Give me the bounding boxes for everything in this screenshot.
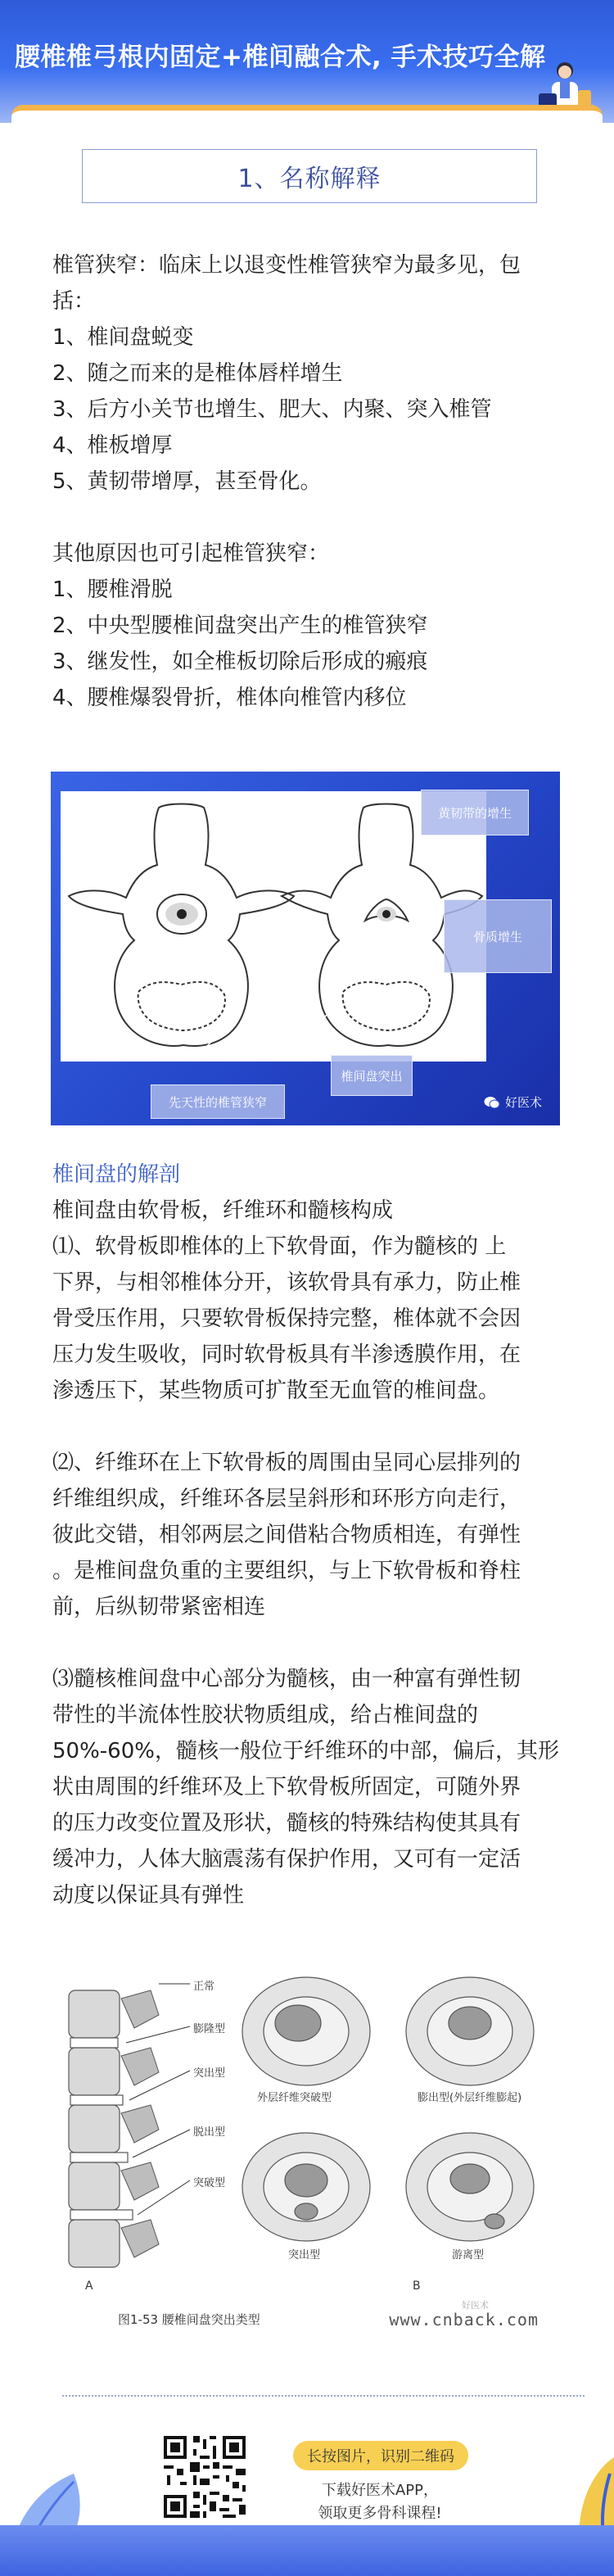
disc-composition: 椎间盘由软骨板，纤维环和髓核构成 (52, 1198, 394, 1223)
stenosis-figure (51, 772, 560, 1125)
figure2-small-watermark: 好医术 (462, 2300, 489, 2311)
other-cause-item: 4、腰椎爆裂骨折，椎体向椎管内移位 (52, 686, 407, 710)
disc-p2-line: 彼此交错，相邻两层之间借粘合物质相连，有弹性 (52, 1523, 521, 1547)
disc-p2-line: ⑵、纤维环在上下软骨板的周围由呈同心层排列的 (52, 1451, 521, 1475)
qr-code-icon[interactable] (160, 2433, 249, 2521)
page-title: 腰椎椎弓根内固定+椎间融合术, 手术技巧全解 (15, 43, 546, 72)
section-title-box (82, 149, 537, 203)
disc-heading: 椎间盘的解剖 (52, 1162, 181, 1187)
download-app-text: 下载好医术APP， (321, 2482, 439, 2499)
label-extrusion: 脱出型 (193, 2126, 226, 2139)
disc-p2-line: 前，后纵韧带紧密相连 (52, 1595, 266, 1619)
label-disc-herniation: 椎间盘突出 (331, 1055, 413, 1096)
label-ligament-hyperplasia: 黄韧带的增生 (421, 790, 529, 835)
disc-p3-line: 50%-60%，髓核一般位于纤维环的中部，偏后，其形 (52, 1739, 559, 1763)
label-bulging: 膨隆型 (193, 2023, 226, 2035)
label-protrusion-type: 突出型 (288, 2249, 321, 2261)
label-normal: 正常 (193, 1981, 215, 1993)
figure1-watermark-text: 好医术 (504, 1095, 542, 1110)
stenosis-intro-line1: 椎管狭窄：临床上以退变性椎管狭窄为最多见，包 (52, 253, 521, 278)
disc-p3-line: ⑶髓核椎间盘中心部分为髓核，由一种富有弹性韧 (52, 1667, 521, 1691)
scan-qr-pill: 长按图片，识别二维码 (293, 2441, 468, 2470)
label-free-type: 游离型 (452, 2249, 485, 2261)
label-congenital-stenosis: 先天性的椎管狭窄 (151, 1084, 285, 1119)
disc-p3-line: 带性的半流体性胶状物质组成，给占椎间盘的 (52, 1703, 479, 1727)
figure2-caption: 图1-53 腰椎间盘突出类型 (118, 2312, 260, 2327)
footer (0, 2408, 614, 2576)
other-cause-item: 3、继发性，如全椎板切除后形成的瘢痕 (52, 650, 428, 674)
footer-band (0, 2525, 614, 2576)
figure2-watermark: www.cnback.com (389, 2310, 539, 2329)
figure1-watermark (484, 1093, 542, 1111)
disc-p1-line: ⑴、软骨板即椎体的上下软骨面，作为髓核的 上 (52, 1234, 507, 1259)
label-outer-fiber-break: 外层纤维突破型 (257, 2092, 332, 2104)
disc-p3-line: 状由周围的纤维环及上下软骨板所固定，可随外界 (52, 1775, 521, 1800)
disc-p2-line: 。是椎间盘负重的主要组织，与上下软骨板和脊柱 (52, 1559, 521, 1583)
disc-p3-line: 的压力改变位置及形状，髓核的特殊结构使其具有 (52, 1811, 521, 1836)
stenosis-intro-line2: 括： (52, 289, 96, 314)
figure2-letter-b: B (413, 2279, 421, 2293)
stenosis-item: 3、后方小关节也增生、肥大、内聚、突入椎管 (52, 397, 492, 422)
other-causes-intro: 其他原因也可引起椎管狭窄： (52, 541, 330, 566)
disc-p1-line: 骨受压作用，只要软骨板保持完整，椎体就不会因 (52, 1306, 521, 1331)
dotted-divider (62, 2395, 585, 2397)
disc-p2-line: 纤维组织成，纤维环各层呈斜形和环形方向走行， (52, 1487, 521, 1511)
stenosis-item: 2、随之而来的是椎体唇样增生 (52, 361, 343, 386)
wechat-icon (484, 1096, 500, 1109)
section-title: 1、名称解释 (237, 165, 381, 193)
disc-p3-line: 动度以保证具有弹性 (52, 1883, 245, 1908)
stenosis-block (52, 247, 576, 716)
label-bulge-outer-fiber: 膨出型(外层纤维膨起) (418, 2092, 522, 2104)
stenosis-item: 4、椎板增厚 (52, 433, 173, 458)
other-cause-item: 2、中央型腰椎间盘突出产生的椎管狭窄 (52, 613, 428, 638)
disc-p3-line: 缓冲力，人体大脑震荡有保护作用，又可有一定活 (52, 1847, 521, 1872)
stenosis-item: 5、黄韧带增厚，甚至骨化。 (52, 469, 322, 494)
disc-anatomy-block (52, 1157, 576, 1913)
stenosis-item: 1、椎间盘蜕变 (52, 325, 194, 350)
label-bone-hyperplasia: 骨质增生 (444, 899, 552, 973)
disc-p1-line: 渗透压下，某些物质可扩散至无血管的椎间盘。 (52, 1379, 500, 1403)
content-card-top (11, 105, 603, 138)
disc-herniation-figure (52, 1966, 563, 2343)
label-protrusion: 突出型 (193, 2067, 226, 2080)
label-breakthrough: 突破型 (193, 2177, 226, 2189)
disc-herniation-drawing (52, 1966, 563, 2343)
more-courses-text: 领取更多骨科课程! (318, 2505, 442, 2522)
figure2-letter-a: A (85, 2279, 93, 2293)
disc-p1-line: 压力发生吸收，同时软骨板具有半渗透膜作用，在 (52, 1342, 521, 1367)
other-cause-item: 1、腰椎滑脱 (52, 577, 173, 602)
disc-p1-line: 下界，与相邻椎体分开，该软骨具有承力，防止椎 (52, 1270, 521, 1295)
